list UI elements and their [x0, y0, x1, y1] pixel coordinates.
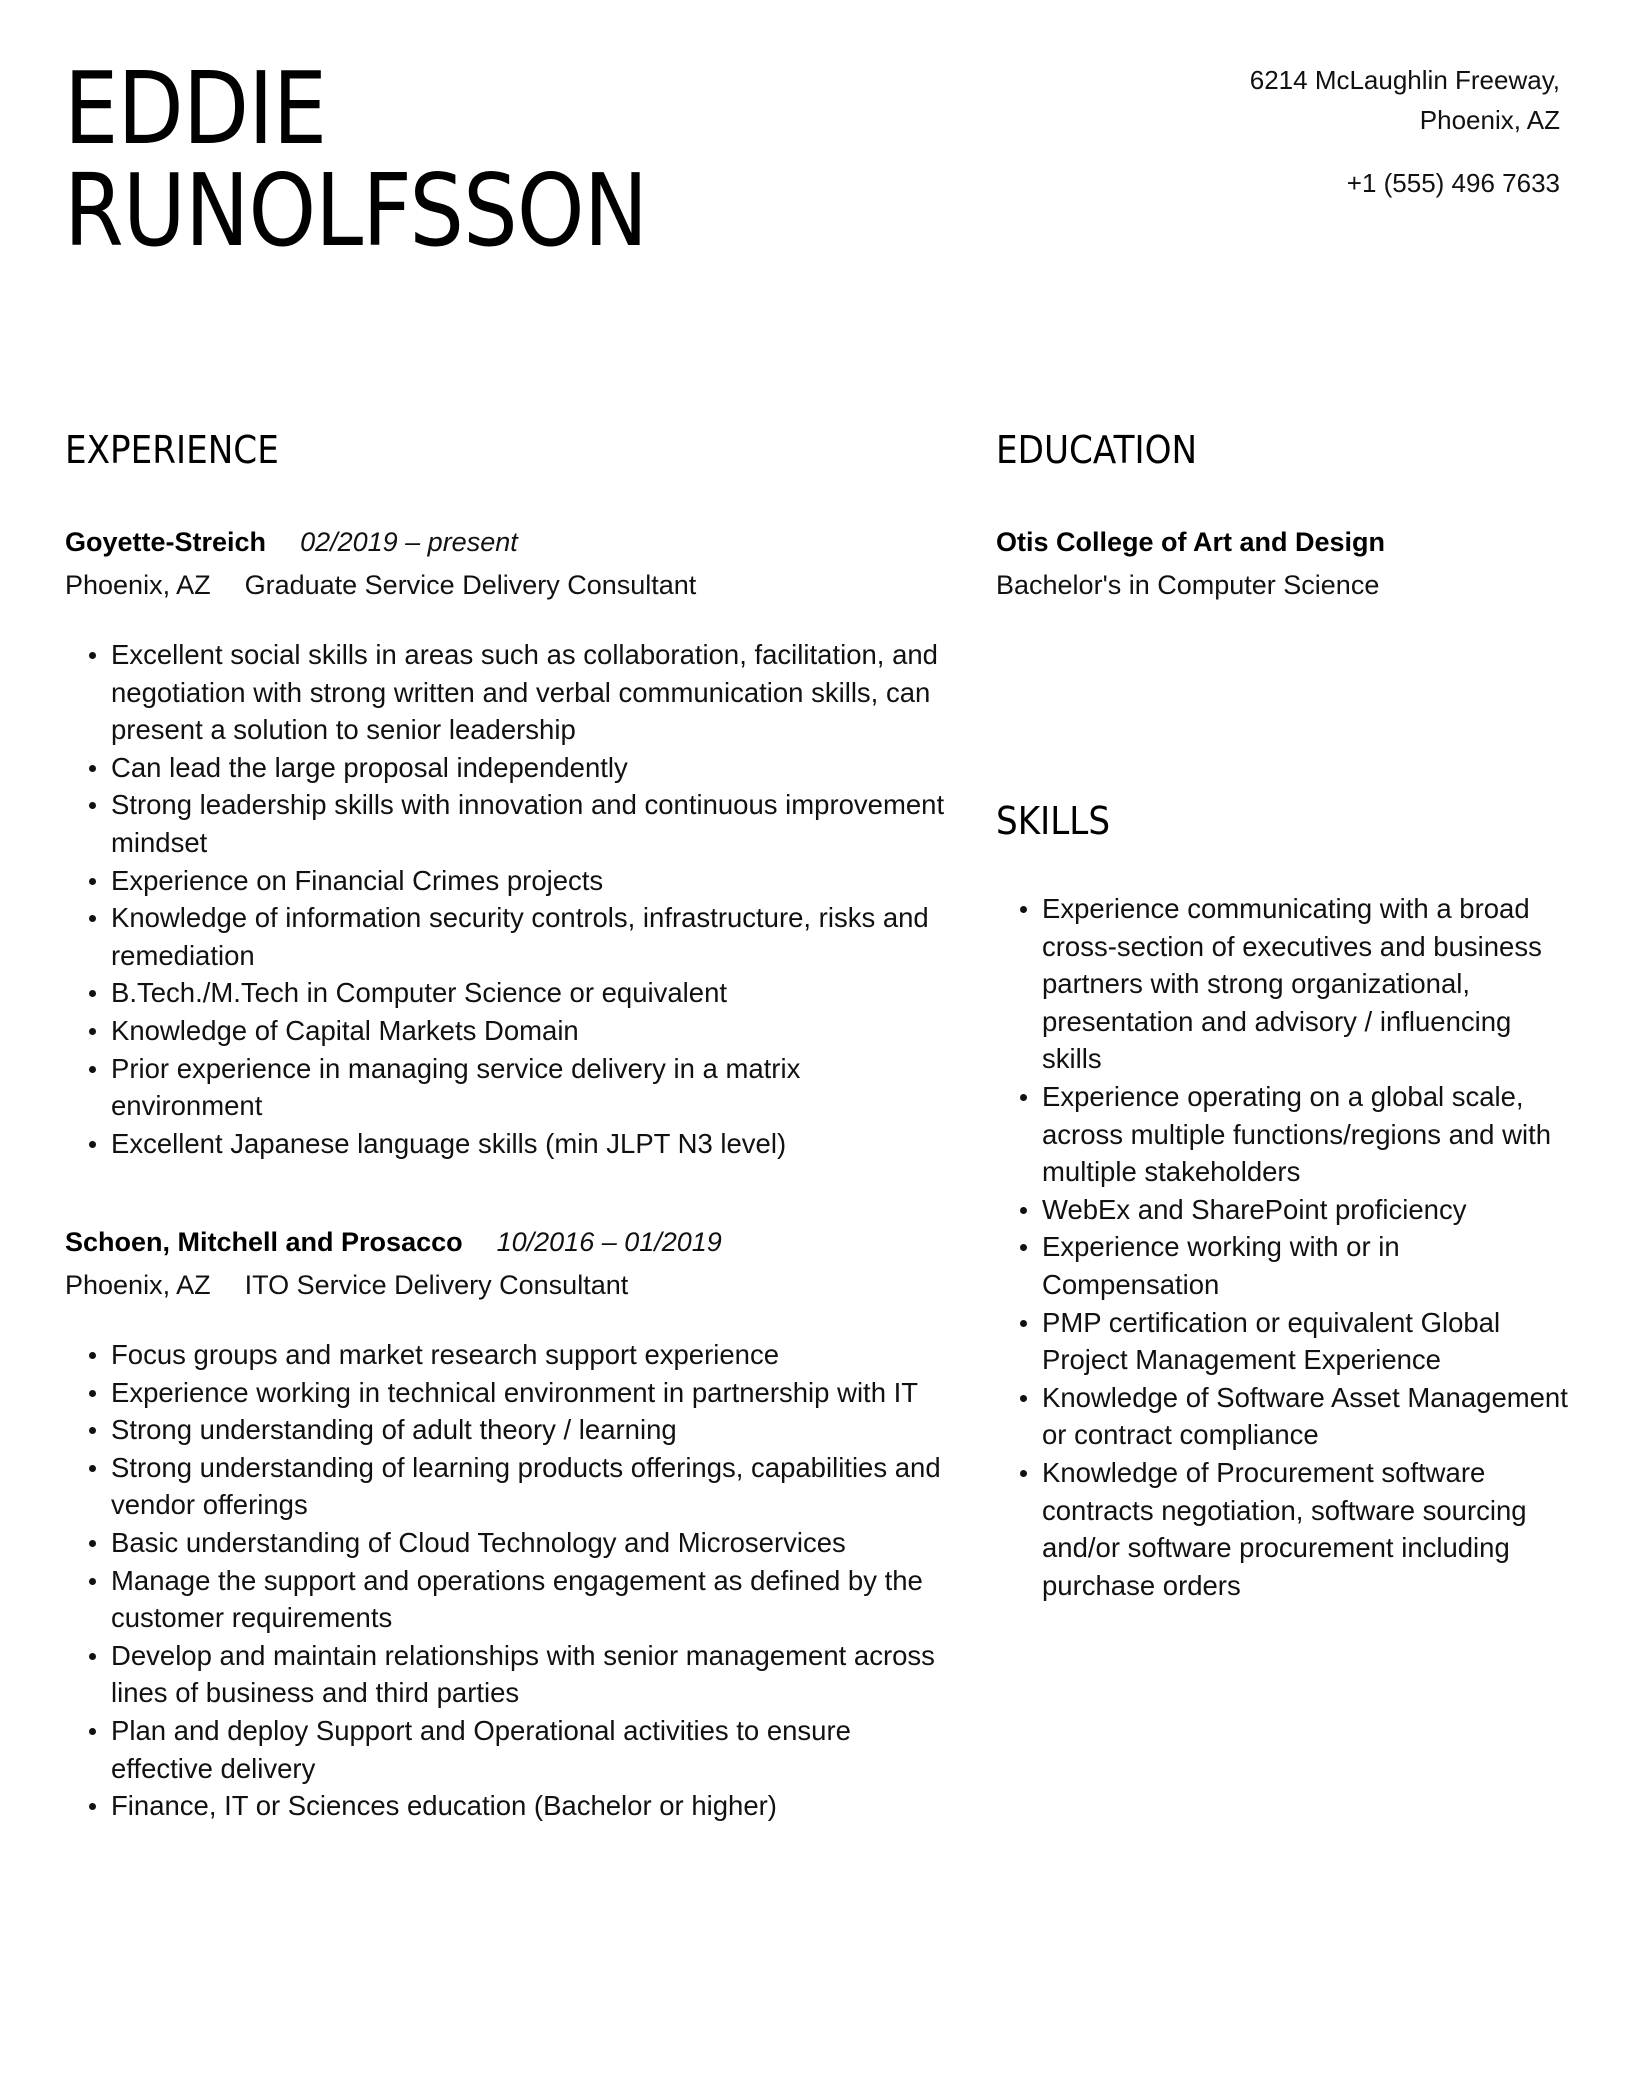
list-item: Knowledge of Capital Markets Domain — [65, 1012, 955, 1050]
address-line-2: Phoenix, AZ — [1419, 105, 1560, 135]
list-item: Knowledge of information security controls, infrastructure, risks and remediation — [65, 899, 955, 974]
job-1-subheader — [65, 565, 696, 605]
list-item: Knowledge of Procurement software contracts negotiation, software sourcing and/or software procurement including purchase orders — [996, 1454, 1576, 1604]
education-degree: Bachelor's in Computer Science — [996, 570, 1380, 600]
list-item: Knowledge of Software Asset Management or contract compliance — [996, 1379, 1576, 1454]
job-2-header — [65, 1222, 722, 1262]
list-item: Experience working in technical environment in partnership with IT — [65, 1374, 955, 1412]
candidate-name — [64, 50, 648, 269]
job-1-dates: 02/2019 – present — [300, 527, 518, 557]
list-item: Prior experience in managing service delivery in a matrix environment — [65, 1050, 955, 1125]
job-2-role: ITO Service Delivery Consultant — [244, 1270, 629, 1300]
list-item: PMP certification or equivalent Global Project Management Experience — [996, 1304, 1576, 1379]
phone-number: +1 (555) 496 7633 — [1346, 168, 1560, 198]
list-item: WebEx and SharePoint proficiency — [996, 1191, 1576, 1229]
skills-list — [996, 890, 1576, 1604]
list-item: Experience working with or in Compensation — [996, 1228, 1576, 1303]
job-2-bullets — [65, 1336, 955, 1825]
list-item: Develop and maintain relationships with senior management across lines of business and third parties — [65, 1637, 955, 1712]
job-1-location: Phoenix, AZ — [65, 570, 211, 600]
list-item: Basic understanding of Cloud Technology and Microservices — [65, 1524, 955, 1562]
list-item: Experience on Financial Crimes projects — [65, 862, 955, 900]
address-line-1: 6214 McLaughlin Freeway, — [1249, 65, 1560, 95]
job-1-company: Goyette-Streich — [65, 527, 267, 557]
list-item: Finance, IT or Sciences education (Bachelor or higher) — [65, 1787, 955, 1825]
list-item: Experience communicating with a broad cross-section of executives and business partners with strong organizational, presentation and advisory / influencing skills — [996, 890, 1576, 1078]
list-item: Can lead the large proposal independently — [65, 749, 955, 787]
education-heading: EDUCATION — [996, 428, 1198, 472]
job-1-bullets — [65, 636, 955, 1162]
job-2-location: Phoenix, AZ — [65, 1270, 211, 1300]
experience-heading: EXPERIENCE — [65, 428, 279, 472]
name-last: RUNOLFSSON — [64, 152, 648, 269]
list-item: B.Tech./M.Tech in Computer Science or equivalent — [65, 974, 955, 1012]
job-2-subheader — [65, 1265, 628, 1305]
contact-info — [1250, 60, 1560, 203]
job-2-company: Schoen, Mitchell and Prosacco — [65, 1227, 463, 1257]
list-item: Strong understanding of adult theory / learning — [65, 1411, 955, 1449]
list-item: Strong understanding of learning products offerings, capabilities and vendor offerings — [65, 1449, 955, 1524]
list-item: Plan and deploy Support and Operational activities to ensure effective delivery — [65, 1712, 955, 1787]
list-item: Manage the support and operations engagement as defined by the customer requirements — [65, 1562, 955, 1637]
name-first: EDDIE — [64, 50, 327, 167]
education-school: Otis College of Art and Design — [996, 527, 1386, 557]
list-item: Excellent social skills in areas such as collaboration, facilitation, and negotiation with strong written and verbal communication skills, can present a solution to senior leadership — [65, 636, 955, 749]
list-item: Experience operating on a global scale, across multiple functions/regions and with multiple stakeholders — [996, 1078, 1576, 1191]
skills-heading: SKILLS — [996, 799, 1111, 843]
list-item: Strong leadership skills with innovation and continuous improvement mindset — [65, 786, 955, 861]
job-2-dates: 10/2016 – 01/2019 — [496, 1227, 722, 1257]
job-1-header — [65, 522, 518, 562]
job-1-role: Graduate Service Delivery Consultant — [244, 570, 697, 600]
list-item: Focus groups and market research support experience — [65, 1336, 955, 1374]
list-item: Excellent Japanese language skills (min JLPT N3 level) — [65, 1125, 955, 1163]
